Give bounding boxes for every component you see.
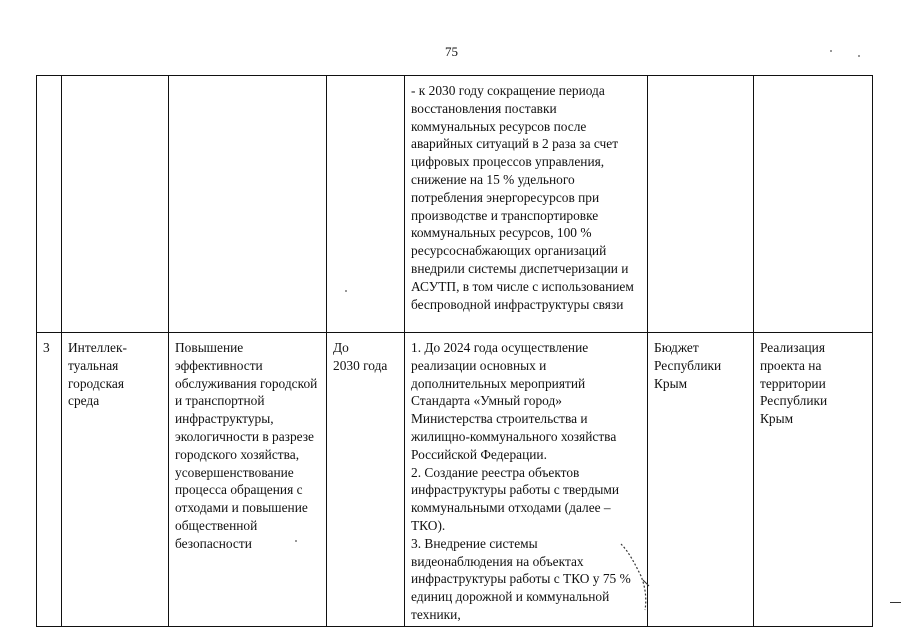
cell-number (37, 76, 62, 333)
table-row-3 (37, 333, 873, 627)
cell-result: Реализация проекта на территории Республики Крым (754, 333, 873, 627)
scan-speck (858, 55, 860, 57)
cell-funding: Бюджет Республики Крым (648, 333, 754, 627)
page-number: 75 (445, 44, 458, 59)
measure-item-3: 3. Внедрение системы видеонаблюдения на объектах инфраструктуры работы с ТКО у 75 % единиц дорожной и коммунальной техники, (411, 535, 631, 622)
scan-ink-mark (615, 540, 655, 630)
cell-goal: Повышение эффективности обслуживания городской и транспортной инфраструктуры, экологичности в разрезе городского хозяйства, усовершенствование процесса обращения с отходами и повышение общественной безопасности (169, 333, 327, 627)
program-table (36, 75, 873, 627)
measure-item-1: 1. До 2024 года осуществление реализации основных и дополнительных мероприятий Стандарта «Умный город» Министерства строительства и жилищно-коммунального хозяйства Российской Федерации. (411, 340, 617, 462)
cell-deadline: До 2030 года (327, 333, 405, 627)
scan-dash (890, 602, 901, 603)
cell-funding (648, 76, 754, 333)
cell-title: Интеллек- туальная городская среда (62, 333, 169, 627)
cell-result (754, 76, 873, 333)
cell-measures (405, 333, 648, 627)
cell-title (62, 76, 169, 333)
scan-speck (295, 540, 297, 542)
cell-number: 3 (37, 333, 62, 627)
scan-speck (830, 50, 832, 52)
cell-measures: - к 2030 году сокращение периода восстановления поставки коммунальных ресурсов после аварийных ситуаций в 2 раза за счет цифровых процессов управления, снижение на 15 % удельного потребления энергоресурсов при производстве и транспортировке коммунальных ресурсов, 100 % ресурсоснабжающих организаций внедрили системы диспетчеризации и АСУТП, в том числе с использованием беспроводной инфраструктуры связи (405, 76, 648, 333)
cell-goal (169, 76, 327, 333)
table-row-continued (37, 76, 873, 333)
scan-speck (345, 290, 347, 292)
cell-deadline (327, 76, 405, 333)
measure-item-2: 2. Создание реестра объектов инфраструктуры работы с твердыми коммунальными отходами (далее – ТКО). (411, 464, 620, 533)
